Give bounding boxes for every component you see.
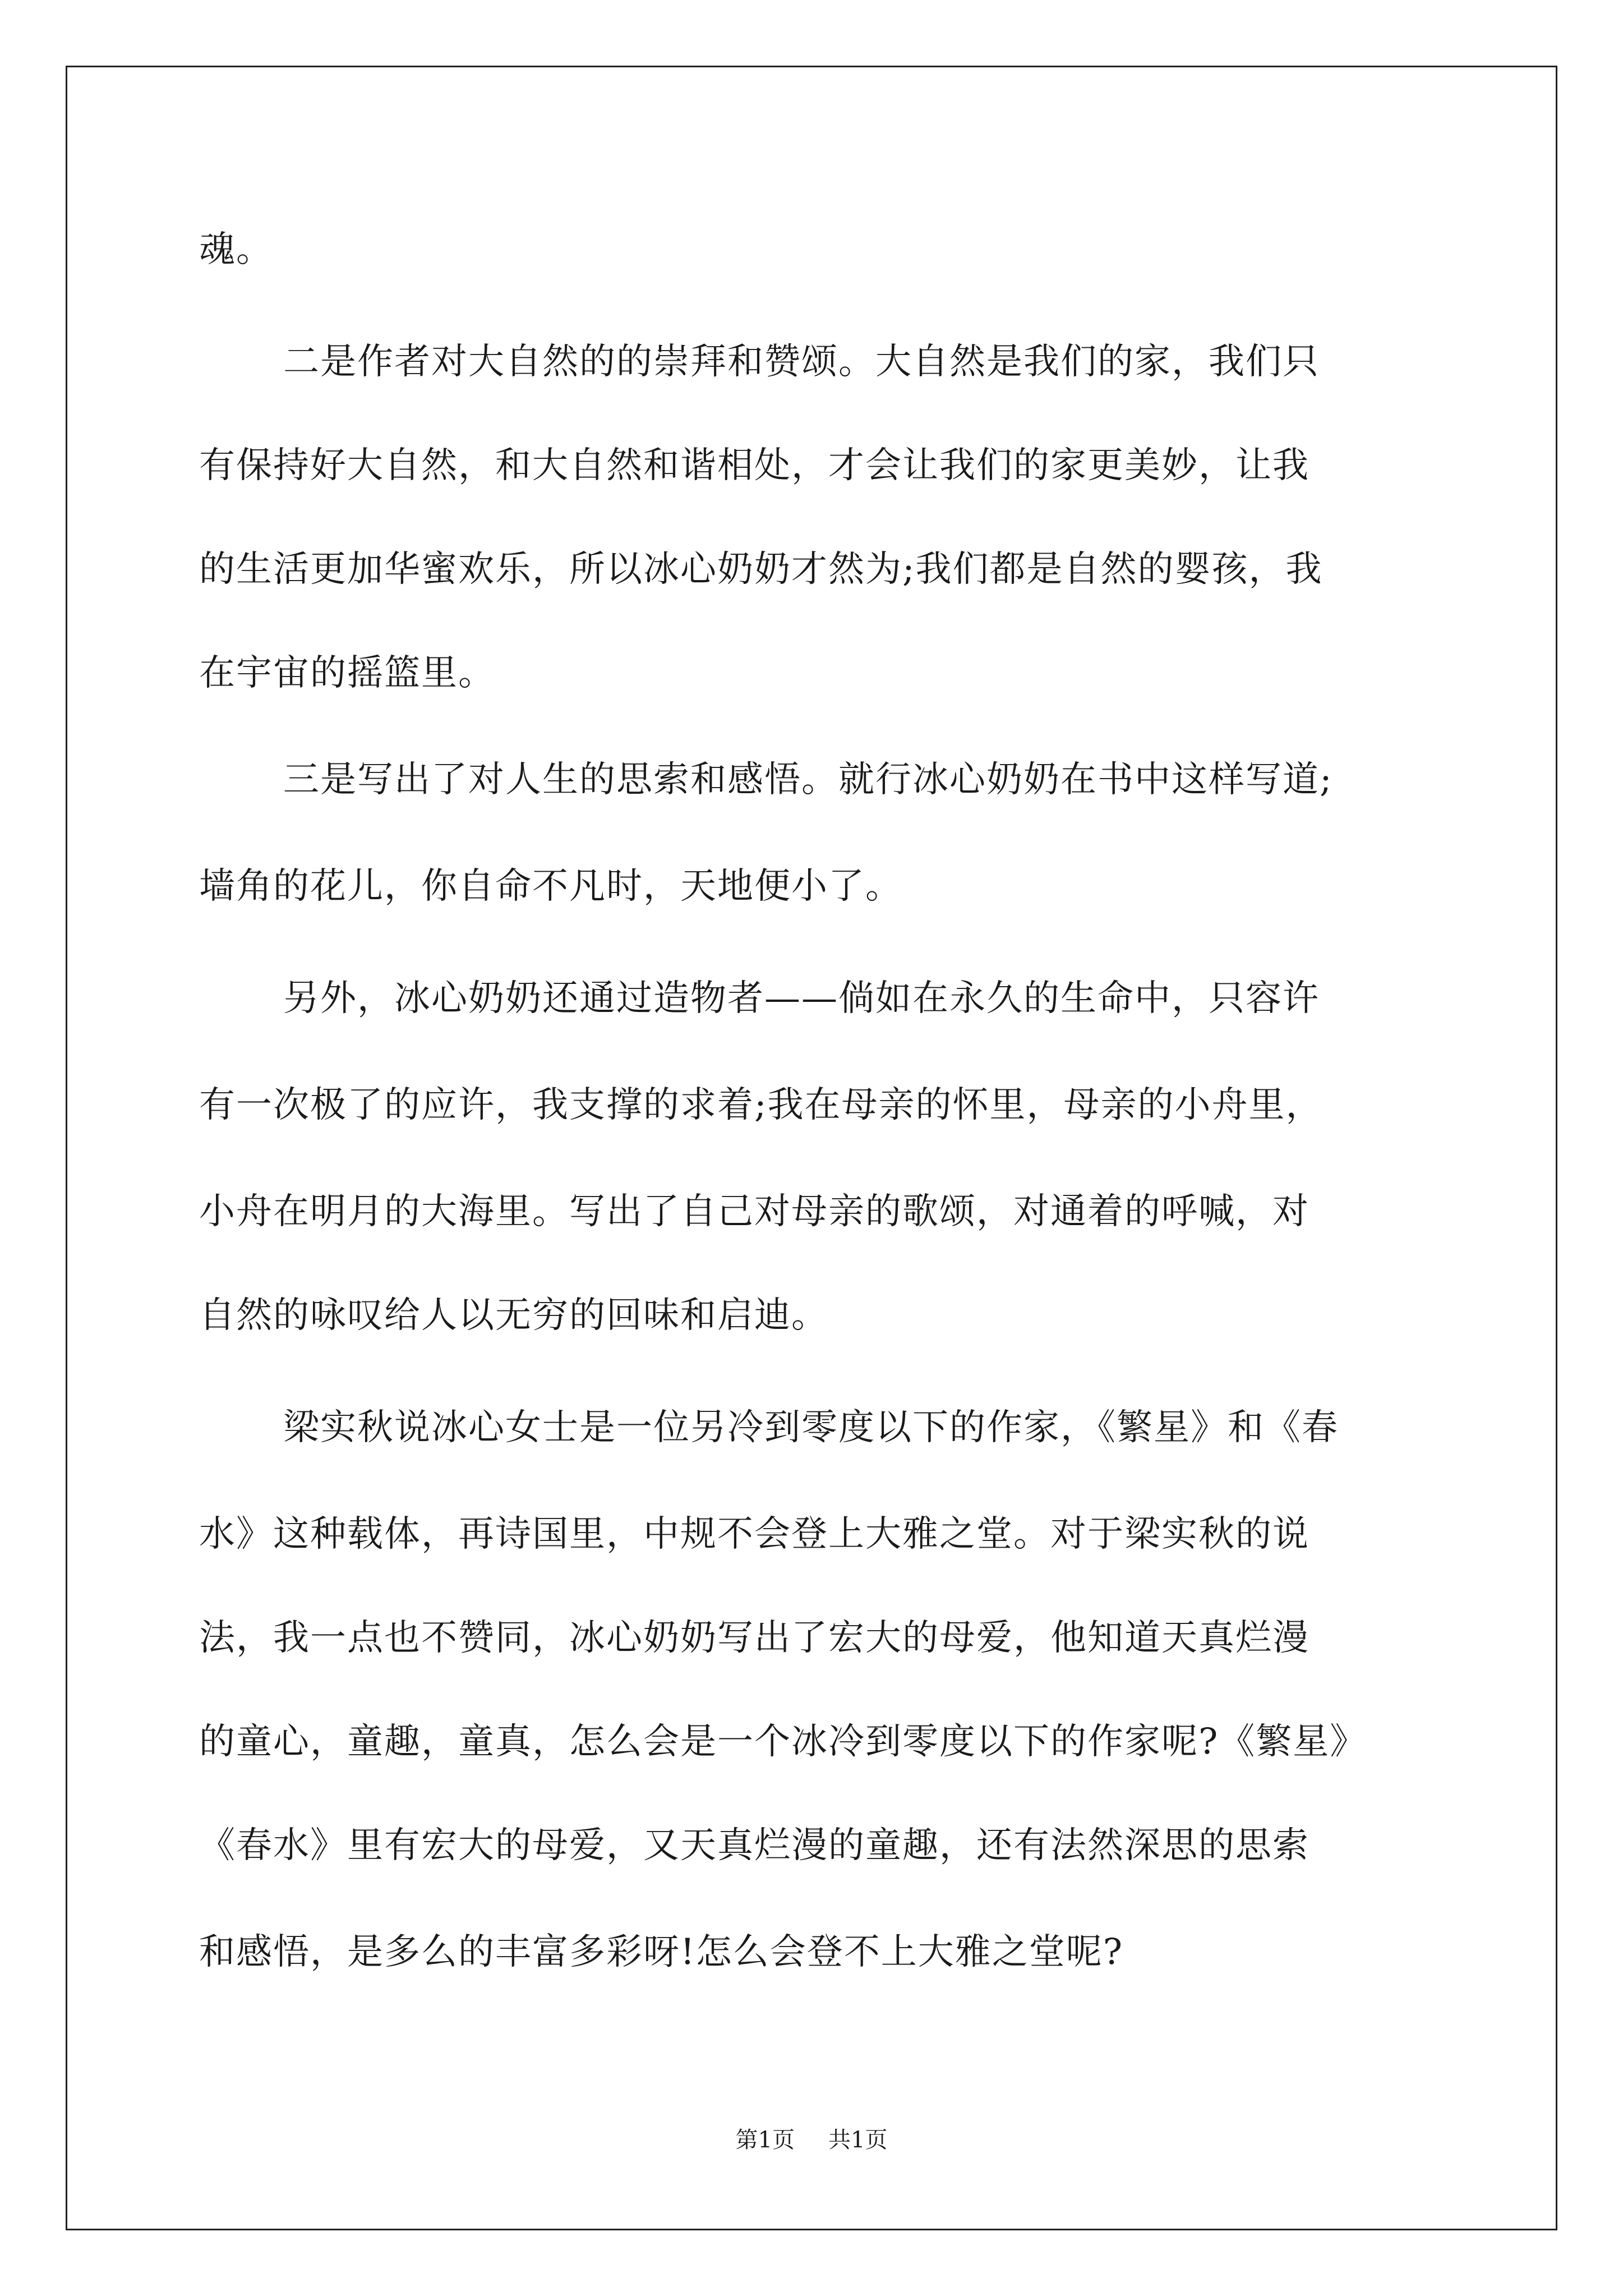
page-footer xyxy=(0,2126,1623,2154)
text-line: 的童心，童趣，童真，怎么会是一个冰冷到零度以下的作家呢?《繁星》 xyxy=(199,1721,1367,1763)
page-border xyxy=(66,66,1557,2230)
text-line: 墙角的花儿，你自命不凡时，天地便小了。 xyxy=(199,866,902,907)
text-line: 有保持好大自然，和大自然和谐相处，才会让我们的家更美妙，让我 xyxy=(199,445,1310,486)
paragraph-first-line: 另外，冰心奶奶还通过造物者——倘如在永久的生命中，只容许 xyxy=(283,978,1320,1019)
text-line: 和感悟，是多么的丰富多彩呀!怎么会登不上大雅之堂呢? xyxy=(199,1931,1124,1973)
page-number: 第1页 xyxy=(735,2127,795,2153)
paragraph-first-line: 三是写出了对人生的思索和感悟。就行冰心奶奶在书中这样写道; xyxy=(283,759,1333,800)
text-line: 《春水》里有宏大的母爱，又天真烂漫的童趣，还有法然深思的思索 xyxy=(199,1825,1310,1866)
text-line: 的生活更加华蜜欢乐，所以冰心奶奶才然为;我们都是自然的婴孩，我 xyxy=(199,549,1323,590)
text-line: 魂。 xyxy=(199,229,273,270)
page-total: 共1页 xyxy=(828,2127,888,2153)
text-line: 在宇宙的摇篮里。 xyxy=(199,652,495,694)
text-line: 小舟在明月的大海里。写出了自己对母亲的歌颂，对通着的呼喊，对 xyxy=(199,1191,1310,1232)
paragraph-first-line: 二是作者对大自然的的崇拜和赞颂。大自然是我们的家，我们只 xyxy=(283,341,1320,383)
text-line: 自然的咏叹给人以无穷的回味和启迪。 xyxy=(199,1295,828,1336)
paragraph-first-line: 梁实秋说冰心女士是一位另冷到零度以下的作家，《繁星》和《春 xyxy=(283,1407,1339,1448)
text-line: 法，我一点也不赞同，冰心奶奶写出了宏大的母爱，他知道天真烂漫 xyxy=(199,1617,1310,1659)
text-line: 有一次极了的应许，我支撑的求着;我在母亲的怀里，母亲的小舟里， xyxy=(199,1084,1323,1126)
text-line: 水》这种载体，再诗国里，中规不会登上大雅之堂。对于梁实秋的说 xyxy=(199,1513,1310,1555)
